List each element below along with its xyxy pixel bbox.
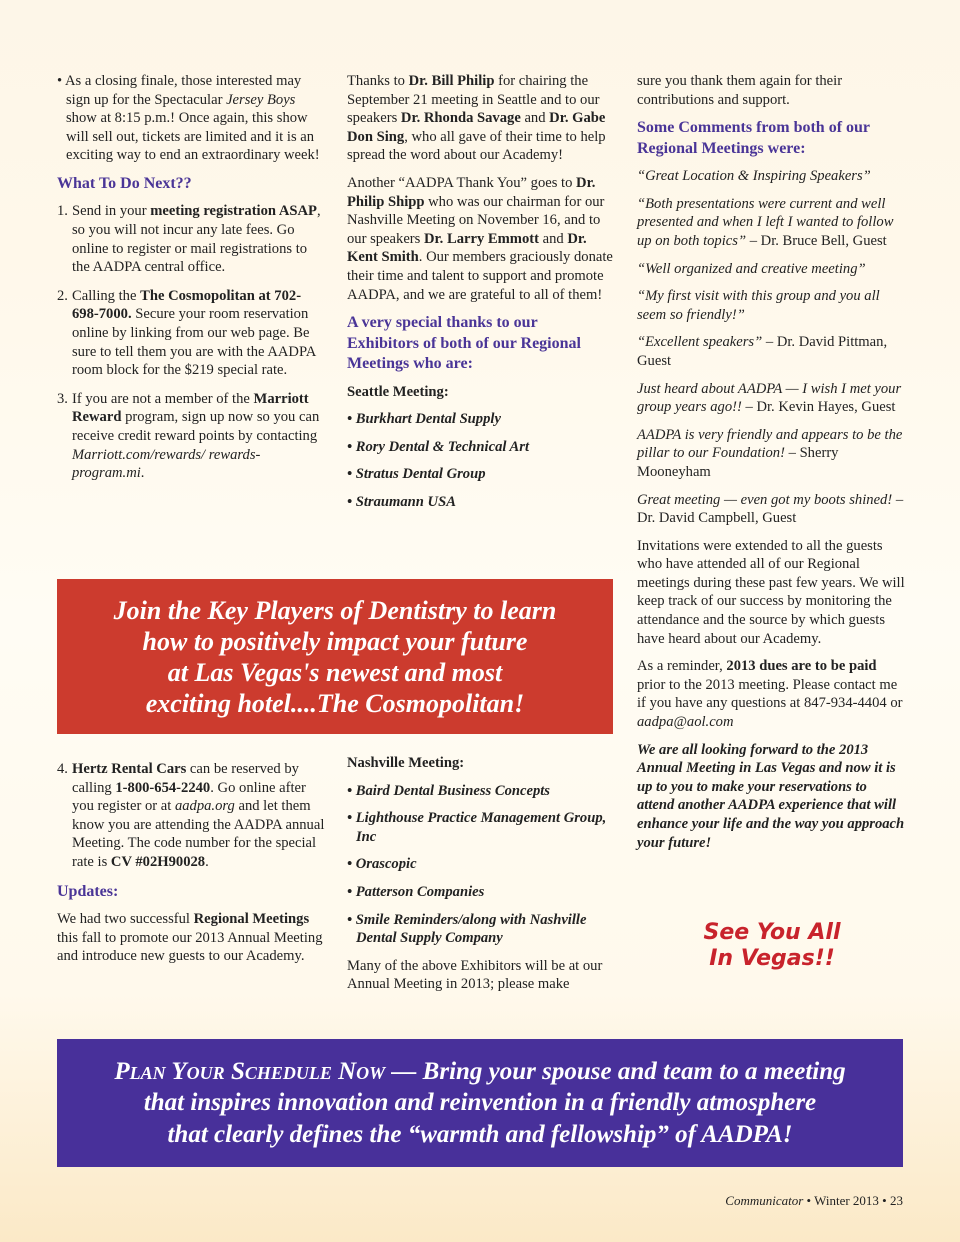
list-item: • Patterson Companies: [347, 883, 485, 900]
comment: Just heard about AADPA — I wish I met your group years ago!! – Dr. Kevin Hayes, Guest: [637, 380, 902, 416]
column-1-bottom: [57, 760, 325, 975]
list-item: 3. If you are not a member of the Marriott Reward program, sign up now so you can receive credit reward points by contacting Marriott.com/rewards/ rewards-program.mi.: [57, 390, 320, 482]
column-2-bottom: [347, 754, 613, 1003]
thanks-nashville-paragraph: Another “AADPA Thank You” goes to Dr. Philip Shipp who was our chairman for our Nashville Meeting on November 16, and to our speakers Dr. Larry Emmott and Dr. Kent Smith. Our members graciously donate their time and talent to support and promote AADPA, and we are grateful to all of them!: [347, 174, 613, 303]
thanks-seattle-paragraph: Thanks to Dr. Bill Philip for chairing the September 21 meeting in Seattle and to our speakers Dr. Rhonda Savage and Dr. Gabe Don Sing, who all gave of their time to help spread the word about our Academy!: [347, 73, 606, 164]
cosmopolitan-banner: Join the Key Players of Dentistry to learn how to positively impact your future at Las Vegas's newest and most exciting hotel....The Cosmopolitan!: [57, 579, 613, 734]
comment: “Both presentations were current and well presented and when I left I wanted to follow up on both topics” – Dr. Bruce Bell, Guest: [637, 195, 894, 249]
comment: “Great Location & Inspiring Speakers”: [637, 168, 871, 185]
comment: “Well organized and creative meeting”: [637, 260, 866, 277]
exhibitors-heading: A very special thanks to our Exhibitors of both of our Regional Meetings who are:: [347, 314, 581, 373]
column-1-top: [57, 72, 325, 493]
list-item: 1. Send in your meeting registration ASAP, so you will not incur any late fees. Go online to register or mail registrations to the AADPA central office.: [57, 203, 321, 276]
next-steps-list-continued: [57, 760, 325, 872]
comment: “Excellent speakers” – Dr. David Pittman, Guest: [637, 334, 888, 369]
list-item: 4. Hertz Rental Cars can be reserved by calling 1-800-654-2240. Go online after you register or at aadpa.org and let them know you are attending the AADPA annual Meeting. The code number for the special rate is CV #02H90028.: [57, 761, 325, 870]
email-link[interactable]: aadpa@aol.com: [637, 714, 734, 731]
list-item: • Straumann USA: [347, 494, 456, 510]
marriott-link[interactable]: Marriott.com/rewards/ rewards-program.mi: [72, 446, 261, 482]
exhibitors-closing-paragraph: Many of the above Exhibitors will be at our Annual Meeting in 2013; please make: [347, 957, 603, 993]
column-3: [637, 72, 907, 861]
list-item: • Rory Dental & Technical Art: [347, 438, 530, 455]
list-item: • Baird Dental Business Concepts: [347, 782, 550, 799]
list-item: • Stratus Dental Group: [347, 466, 486, 483]
list-item: • Burkhart Dental Supply: [347, 411, 501, 428]
comment: Great meeting — even got my boots shined! – Dr. David Campbell, Guest: [637, 491, 904, 527]
thank-them-paragraph: sure you thank them again for their contributions and support.: [637, 73, 843, 108]
list-item: • Orascopic: [347, 856, 417, 873]
comment: AADPA is very friendly and appears to be the pillar to our Foundation! – Sherry Mooneyham: [637, 426, 903, 480]
see-you-in-vegas-callout: See You All In Vegas!!: [703, 920, 841, 971]
aadpa-link[interactable]: aadpa.org: [174, 798, 235, 815]
page-footer: Communicator • Winter 2013 • 23: [725, 1193, 903, 1208]
next-steps-list: [57, 202, 325, 482]
column-2-top: [347, 72, 613, 521]
updates-heading: Updates:: [57, 882, 119, 900]
comments-heading: Some Comments from both of our Regional Meetings were:: [637, 119, 870, 157]
comment: “My first visit with this group and you all seem so friendly!”: [637, 288, 880, 323]
seattle-meeting-label: Seattle Meeting:: [347, 383, 449, 400]
plan-your-schedule-banner: Plan Your Schedule Now — Bring your spouse and team to a meeting that inspires innovation and reinvention in a friendly atmosphere that clearly defines the “warmth and fellowship” of AADPA!: [57, 1039, 903, 1167]
looking-forward-paragraph: We are all looking forward to the 2013 Annual Meeting in Las Vegas and now it is up to you to make your reservations to attend another AADPA experience that will enhance your life and the way you approach your future!: [637, 741, 905, 851]
nashville-meeting-label: Nashville Meeting:: [347, 755, 465, 771]
closing-finale-bullet: • As a closing finale, those interested may sign up for the Spectacular Jersey Boys show at 8:15 p.m.! Once again, this show will sell out, tickets are limited and it is an exciting way to end an extraordinary week!: [57, 73, 320, 164]
list-item: • Smile Reminders/along with Nashville Dental Supply Company: [347, 911, 587, 947]
invitations-paragraph: Invitations were extended to all the guests who have attended all of our Regional meetings during these past few years. We will keep track of our success by monitoring the attendance and the source by which guests have heard about our Academy.: [637, 537, 905, 647]
what-to-do-next-heading: What To Do Next??: [57, 174, 192, 192]
list-item: 2. Calling the The Cosmopolitan at 702-698-7000. Secure your room reservation online by linking from our web page. Be sure to tell them you are with the AADPA room block for the $219 special rate.: [57, 287, 316, 379]
list-item: • Lighthouse Practice Management Group, Inc: [347, 810, 607, 845]
dues-paragraph: As a reminder, 2013 dues are to be paid prior to the 2013 meeting. Please contact me if you have any questions at 847-934-4404 or aadpa@aol.com: [637, 658, 903, 731]
updates-paragraph: We had two successful Regional Meetings this fall to promote our 2013 Annual Meeting and introduce new guests to our Academy.: [57, 911, 323, 965]
